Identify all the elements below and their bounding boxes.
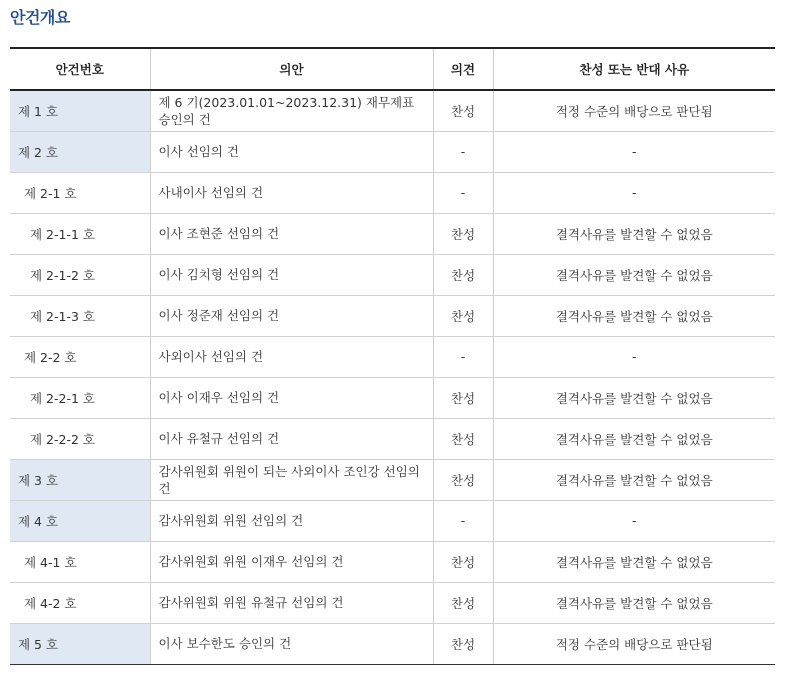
agenda-number-cell: 제 2-2-1 호 <box>10 377 150 418</box>
opinion-cell: - <box>433 336 493 377</box>
agenda-title-cell: 이사 김치형 선임의 건 <box>150 254 433 295</box>
agenda-title-cell: 제 6 기(2023.01.01~2023.12.31) 재무제표 승인의 건 <box>150 90 433 131</box>
reason-cell: - <box>493 500 775 541</box>
table-row <box>10 582 775 623</box>
agenda-title-cell: 이사 이재우 선임의 건 <box>150 377 433 418</box>
table-row <box>10 377 775 418</box>
agenda-number-cell: 제 5 호 <box>10 623 150 664</box>
agenda-number-cell: 제 2-1 호 <box>10 172 150 213</box>
opinion-cell: 찬성 <box>433 623 493 664</box>
opinion-cell: - <box>433 500 493 541</box>
page-title: 안건개요 <box>10 8 70 27</box>
opinion-cell: - <box>433 172 493 213</box>
table-row <box>10 254 775 295</box>
opinion-cell: 찬성 <box>433 418 493 459</box>
agenda-number-cell: 제 1 호 <box>10 90 150 131</box>
opinion-cell: 찬성 <box>433 582 493 623</box>
table-body <box>10 90 775 664</box>
table-row <box>10 623 775 664</box>
reason-cell: 결격사유를 발견할 수 없었음 <box>493 377 775 418</box>
table-row <box>10 90 775 131</box>
opinion-cell: 찬성 <box>433 377 493 418</box>
reason-cell: 결격사유를 발견할 수 없었음 <box>493 254 775 295</box>
opinion-cell: 찬성 <box>433 541 493 582</box>
table-row <box>10 172 775 213</box>
reason-cell: 결격사유를 발견할 수 없었음 <box>493 541 775 582</box>
agenda-number-cell: 제 2-2-2 호 <box>10 418 150 459</box>
agenda-title-cell: 이사 보수한도 승인의 건 <box>150 623 433 664</box>
reason-cell: - <box>493 172 775 213</box>
header-opinion: 의견 <box>433 48 493 90</box>
agenda-table <box>10 47 775 665</box>
agenda-number-cell: 제 2-1-1 호 <box>10 213 150 254</box>
header-agenda: 의안 <box>150 48 433 90</box>
agenda-number-cell: 제 4-2 호 <box>10 582 150 623</box>
table-row <box>10 131 775 172</box>
reason-cell: - <box>493 336 775 377</box>
agenda-title-cell: 감사위원회 위원 유철규 선임의 건 <box>150 582 433 623</box>
table-row <box>10 213 775 254</box>
opinion-cell: 찬성 <box>433 459 493 500</box>
reason-cell: 결격사유를 발견할 수 없었음 <box>493 295 775 336</box>
reason-cell: 적정 수준의 배당으로 판단됨 <box>493 90 775 131</box>
table-row <box>10 336 775 377</box>
agenda-title-cell: 감사위원회 위원이 되는 사외이사 조인강 선임의 건 <box>150 459 433 500</box>
table-header-row <box>10 48 775 90</box>
header-reason: 찬성 또는 반대 사유 <box>493 48 775 90</box>
opinion-cell: 찬성 <box>433 90 493 131</box>
agenda-title-cell: 이사 정준재 선임의 건 <box>150 295 433 336</box>
agenda-title-cell: 이사 조현준 선임의 건 <box>150 213 433 254</box>
agenda-number-cell: 제 3 호 <box>10 459 150 500</box>
table-row <box>10 418 775 459</box>
agenda-number-cell: 제 2-2 호 <box>10 336 150 377</box>
reason-cell: 적정 수준의 배당으로 판단됨 <box>493 623 775 664</box>
opinion-cell: 찬성 <box>433 254 493 295</box>
agenda-title-cell: 감사위원회 위원 이재우 선임의 건 <box>150 541 433 582</box>
agenda-title-cell: 이사 유철규 선임의 건 <box>150 418 433 459</box>
table-row <box>10 295 775 336</box>
reason-cell: 결격사유를 발견할 수 없었음 <box>493 213 775 254</box>
agenda-title-cell: 사외이사 선임의 건 <box>150 336 433 377</box>
reason-cell: 결격사유를 발견할 수 없었음 <box>493 418 775 459</box>
header-agenda-number: 안건번호 <box>10 48 150 90</box>
opinion-cell: 찬성 <box>433 295 493 336</box>
agenda-title-cell: 감사위원회 위원 선임의 건 <box>150 500 433 541</box>
agenda-title-cell: 이사 선임의 건 <box>150 131 433 172</box>
agenda-number-cell: 제 2-1-3 호 <box>10 295 150 336</box>
table-row <box>10 500 775 541</box>
agenda-number-cell: 제 4 호 <box>10 500 150 541</box>
opinion-cell: - <box>433 131 493 172</box>
table-row <box>10 459 775 500</box>
agenda-number-cell: 제 2-1-2 호 <box>10 254 150 295</box>
reason-cell: 결격사유를 발견할 수 없었음 <box>493 582 775 623</box>
reason-cell: - <box>493 131 775 172</box>
opinion-cell: 찬성 <box>433 213 493 254</box>
table-row <box>10 541 775 582</box>
reason-cell: 결격사유를 발견할 수 없었음 <box>493 459 775 500</box>
agenda-title-cell: 사내이사 선임의 건 <box>150 172 433 213</box>
agenda-number-cell: 제 2 호 <box>10 131 150 172</box>
agenda-number-cell: 제 4-1 호 <box>10 541 150 582</box>
